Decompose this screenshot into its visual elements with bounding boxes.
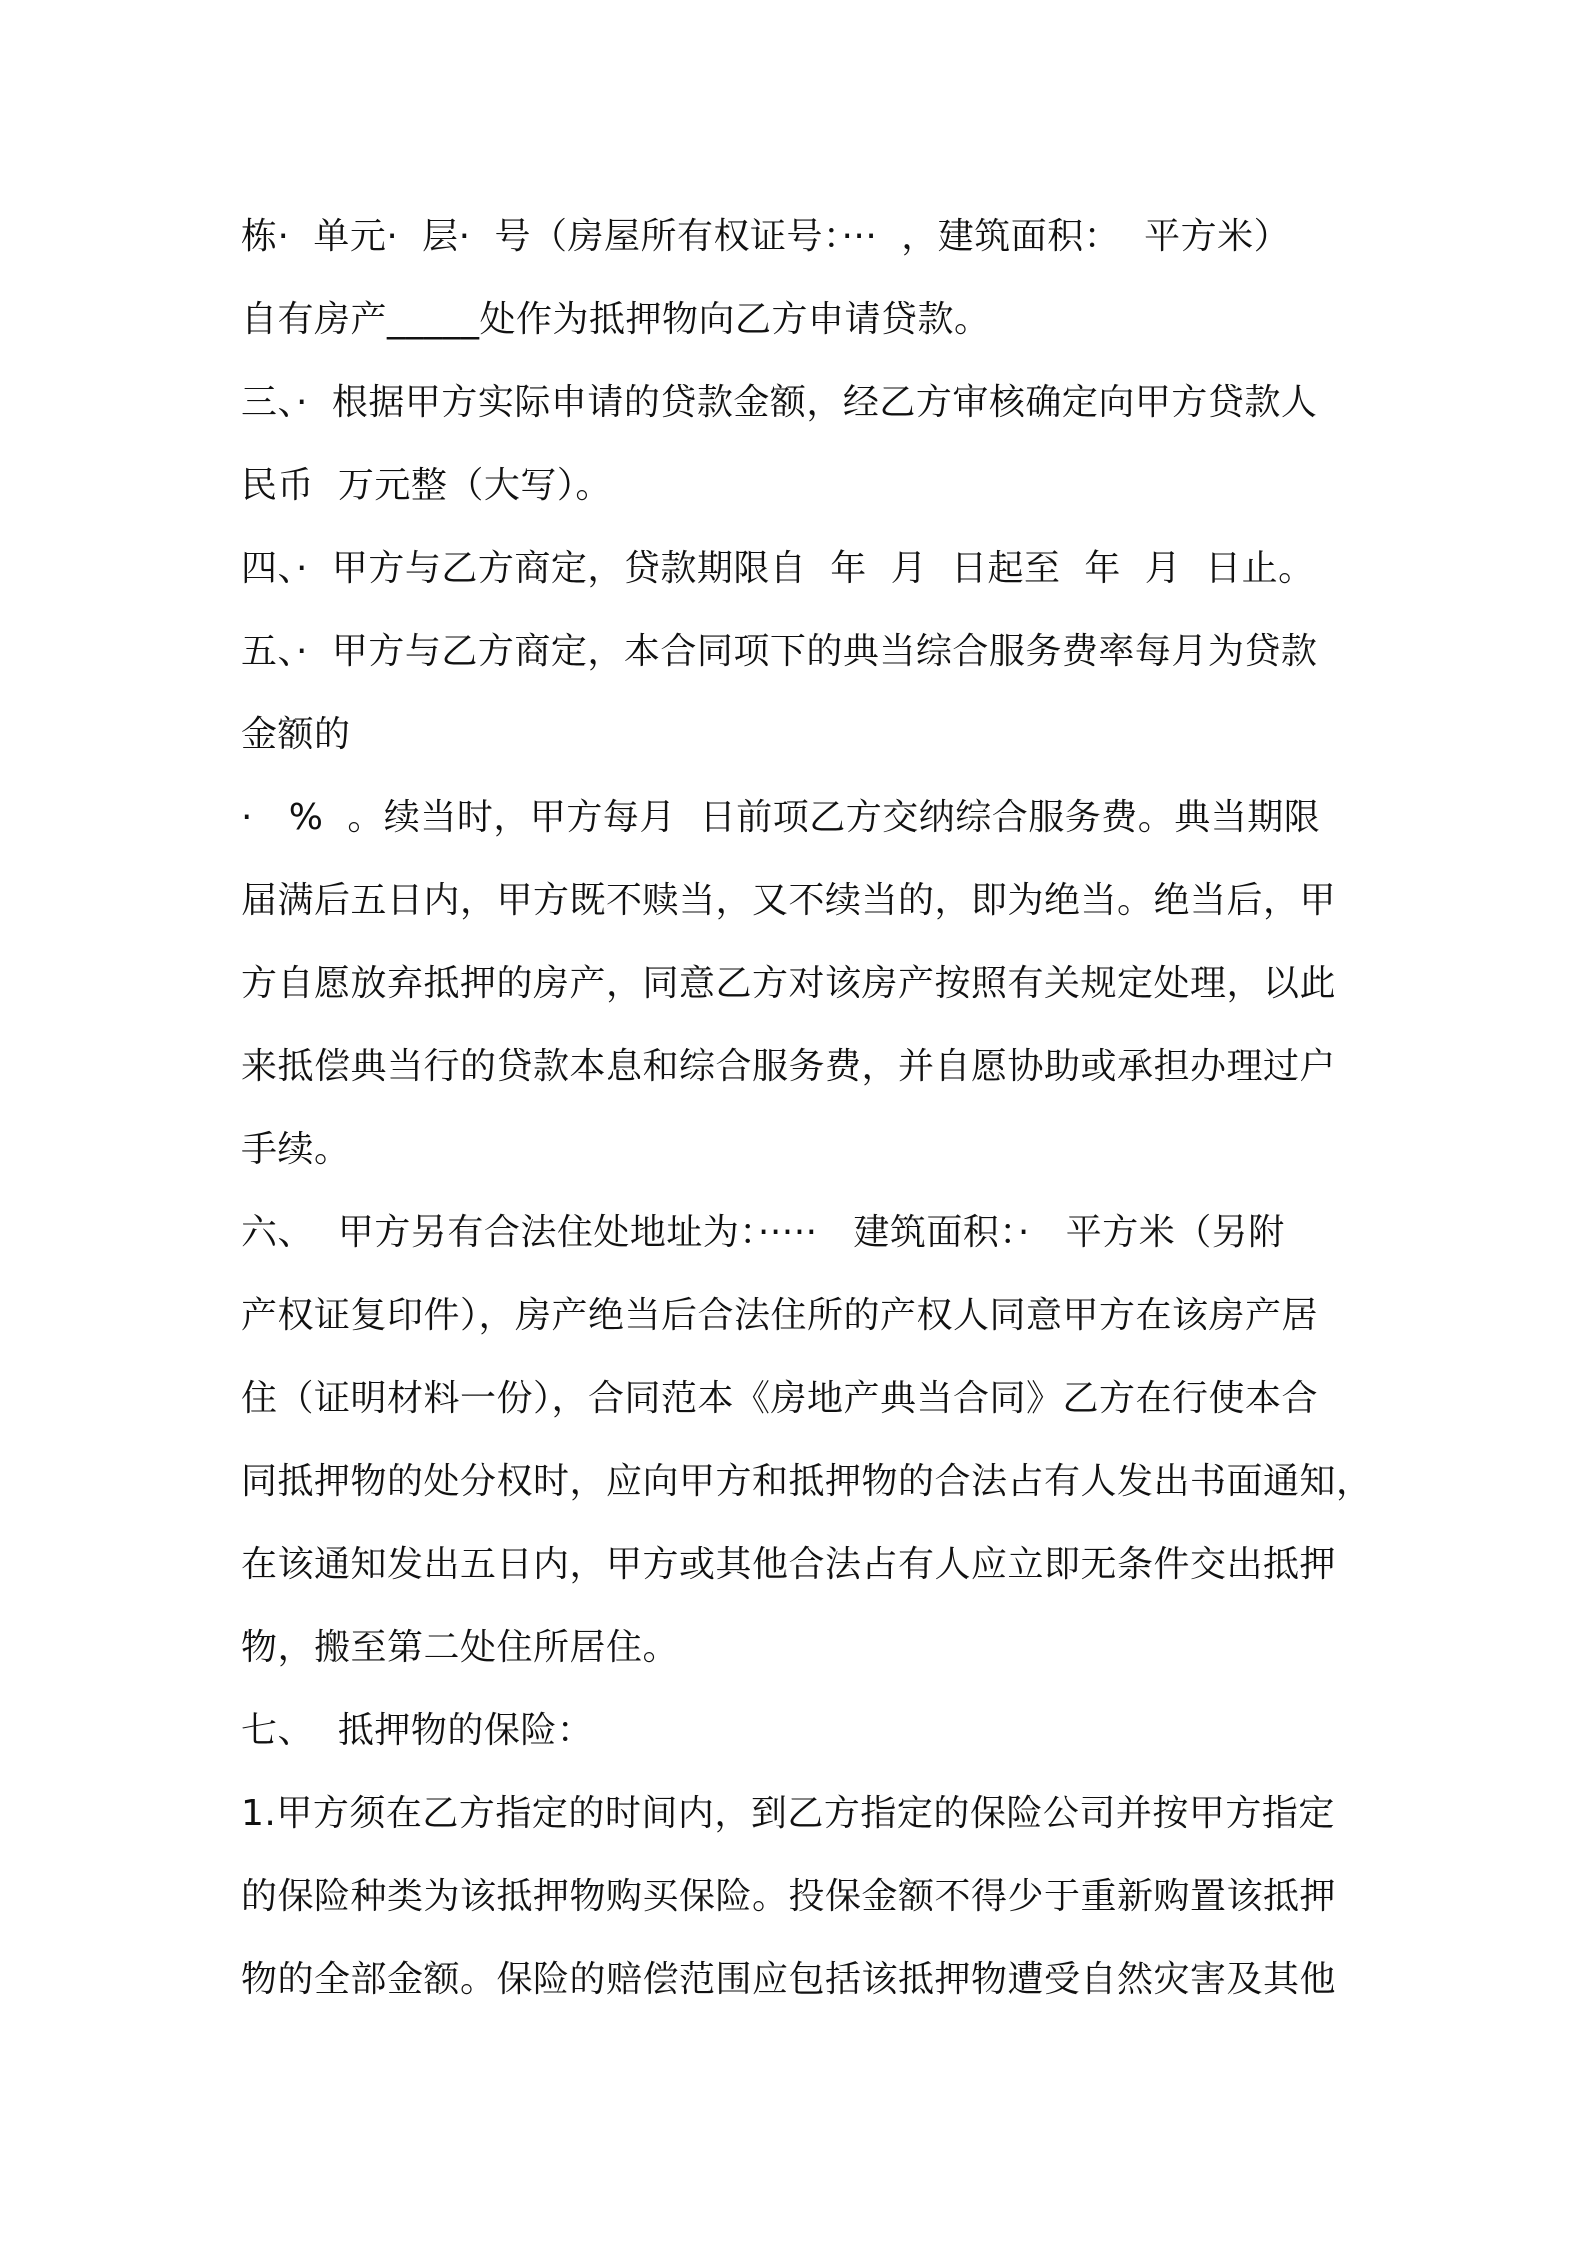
text-line: 1.甲方须在乙方指定的时间内，到乙方指定的保险公司并按甲方指定 (241, 1793, 1335, 1834)
text-line: 在该通知发出五日内，甲方或其他合法占有人应立即无条件交出抵押 (241, 1544, 1337, 1585)
clause-7-heading: 七、 抵押物的保险： (241, 1710, 594, 1751)
text-line: 手续。 (241, 1129, 351, 1170)
text-line: 金额的 (241, 714, 351, 755)
text-line: 自有房产_____处作为抵押物向乙方申请贷款。 (241, 299, 991, 340)
clause-3-line: 三、· 根据甲方实际申请的贷款金额，经乙方审核确定向甲方贷款人 (241, 382, 1318, 423)
text-line: 届满后五日内，甲方既不赎当，又不续当的，即为绝当。绝当后，甲 (241, 880, 1337, 921)
text-line: 物，搬至第二处住所居住。 (241, 1627, 680, 1668)
text-line: 来抵偿典当行的贷款本息和综合服务费，并自愿协助或承担办理过户 (241, 1046, 1337, 1087)
text-line: 住（证明材料一份），合同范本《房地产典当合同》乙方在行使本合 (241, 1378, 1319, 1419)
text-line: 栋· 单元· 层· 号（房屋所有权证号：··· ，建筑面积： 平方米） (241, 216, 1291, 257)
clause-5-line: 五、· 甲方与乙方商定，本合同项下的典当综合服务费率每月为贷款 (241, 631, 1318, 672)
text-line: 民币 万元整（大写）。 (241, 465, 612, 506)
text-line: 的保险种类为该抵押物购买保险。投保金额不得少于重新购置该抵押 (241, 1876, 1337, 1917)
contract-text (241, 195, 1381, 2021)
text-line: 方自愿放弃抵押的房产，同意乙方对该房产按照有关规定处理，以此 (241, 963, 1337, 1004)
text-line: 产权证复印件），房产绝当后合法住所的产权人同意甲方在该房产居 (241, 1295, 1319, 1336)
text-line: 同抵押物的处分权时，应向甲方和抵押物的合法占有人发出书面通知， (241, 1461, 1373, 1502)
text-line: · % 。续当时，甲方每月 日前项乙方交纳综合服务费。典当期限 (241, 797, 1321, 838)
text-line: 物的全部金额。保险的赔偿范围应包括该抵押物遭受自然灾害及其他 (241, 1959, 1337, 2000)
clause-6-line: 六、 甲方另有合法住处地址为：····· 建筑面积：· 平方米（另附 (241, 1212, 1285, 1253)
clause-4-line: 四、· 甲方与乙方商定，贷款期限自 年 月 日起至 年 月 日止。 (241, 548, 1315, 589)
